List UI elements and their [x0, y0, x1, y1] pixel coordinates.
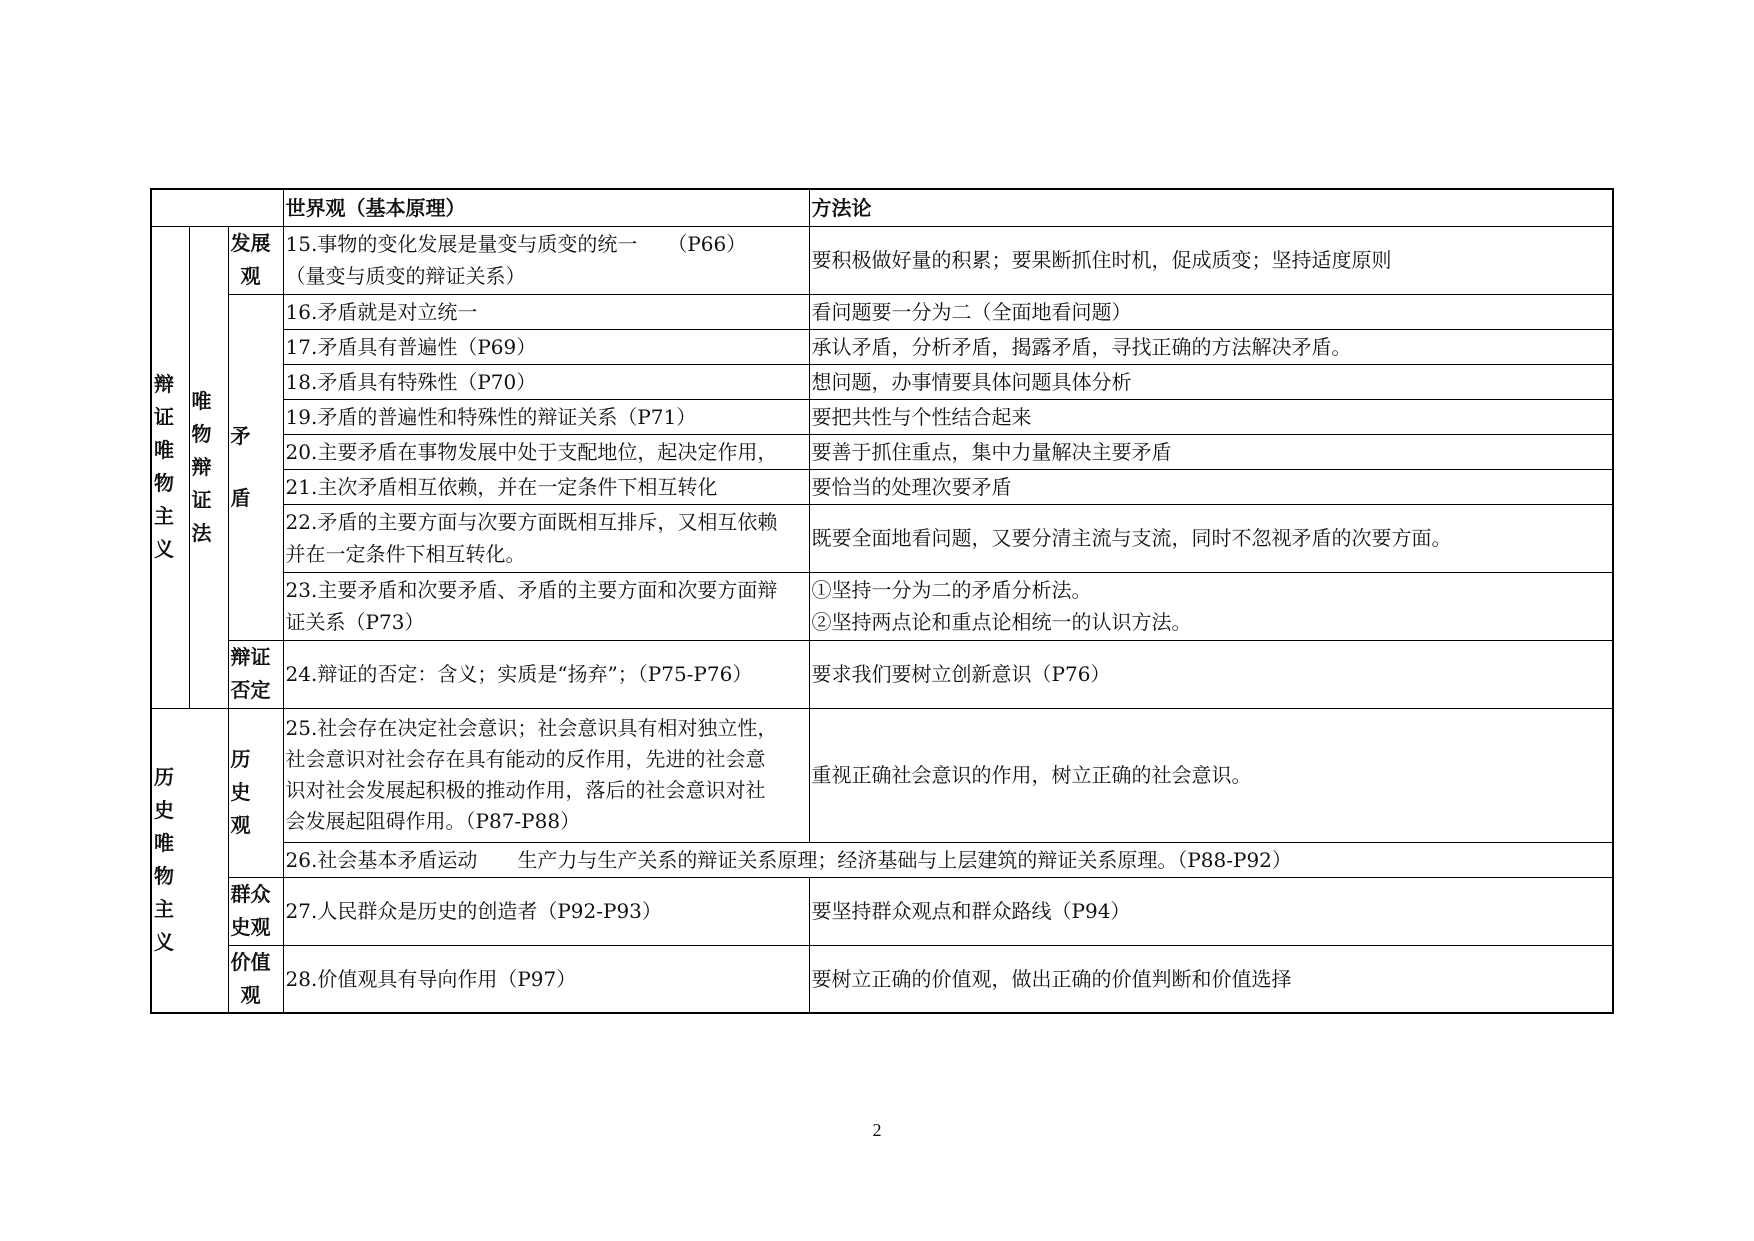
method-25: 重视正确社会意识的作用，树立正确的社会意识。 [809, 708, 1613, 842]
principle-24: 24.辩证的否定：含义；实质是“扬弃”；（P75-P76） [283, 640, 809, 708]
category-historical-view: 历史观 [228, 708, 283, 877]
category-mass-view: 群众史观 [228, 877, 283, 945]
category-value-view: 价值观 [228, 945, 283, 1013]
principle-17: 17.矛盾具有普遍性（P69） [283, 329, 809, 364]
method-16: 看问题要一分为二（全面地看问题） [809, 294, 1613, 329]
principle-16: 16.矛盾就是对立统一 [283, 294, 809, 329]
principle-18: 18.矛盾具有特殊性（P70） [283, 364, 809, 399]
method-24: 要求我们要树立创新意识（P76） [809, 640, 1613, 708]
category-development-view: 发展观 [228, 226, 283, 294]
principle-15: 15.事物的变化发展是量变与质变的统一 （P66） （量变与质变的辩证关系） [283, 226, 809, 294]
philosophy-table [150, 188, 1614, 1014]
header-worldview: 世界观（基本原理） [283, 189, 809, 226]
method-15: 要积极做好量的积累；要果断抓住时机，促成质变；坚持适度原则 [809, 226, 1613, 294]
category-contradiction: 矛盾 [228, 294, 283, 640]
sublabel-materialist-dialectics: 唯物辩证法 [189, 226, 228, 708]
method-22: 既要全面地看问题，又要分清主流与支流，同时不忽视矛盾的次要方面。 [809, 504, 1613, 572]
method-17: 承认矛盾，分析矛盾，揭露矛盾，寻找正确的方法解决矛盾。 [809, 329, 1613, 364]
method-28: 要树立正确的价值观，做出正确的价值判断和价值选择 [809, 945, 1613, 1013]
principle-19: 19.矛盾的普遍性和特殊性的辩证关系（P71） [283, 399, 809, 434]
header-corner [151, 189, 283, 226]
group-label-historical-materialism: 历史唯物主义 [151, 708, 228, 1013]
principle-21: 21.主次矛盾相互依赖，并在一定条件下相互转化 [283, 469, 809, 504]
principle-23: 23.主要矛盾和次要矛盾、矛盾的主要方面和次要方面辩 证关系（P73） [283, 572, 809, 640]
principle-25: 25.社会存在决定社会意识；社会意识具有相对独立性， 社会意识对社会存在具有能动的反作用，先进的社会意 识对社会发展起积极的推动作用，落后的社会意识对社 会发展起阻碍作用。（P87-P88） [283, 708, 809, 842]
page-number: 2 [872, 1120, 882, 1140]
method-18: 想问题，办事情要具体问题具体分析 [809, 364, 1613, 399]
principle-22: 22.矛盾的主要方面与次要方面既相互排斥，又相互依赖 并在一定条件下相互转化。 [283, 504, 809, 572]
header-methodology: 方法论 [809, 189, 1613, 226]
group-label-dialectical-materialism: 辩证唯物主义 [151, 226, 189, 708]
method-21: 要恰当的处理次要矛盾 [809, 469, 1613, 504]
method-27: 要坚持群众观点和群众路线（P94） [809, 877, 1613, 945]
method-23: ①坚持一分为二的矛盾分析法。 ②坚持两点论和重点论相统一的认识方法。 [809, 572, 1613, 640]
principle-20: 20.主要矛盾在事物发展中处于支配地位，起决定作用， [283, 434, 809, 469]
principle-27: 27.人民群众是历史的创造者（P92-P93） [283, 877, 809, 945]
principle-26: 26.社会基本矛盾运动 生产力与生产关系的辩证关系原理；经济基础与上层建筑的辩证关系原理。（P88-P92） [283, 842, 1613, 877]
category-dialectical-negation: 辩证否定 [228, 640, 283, 708]
principle-28: 28.价值观具有导向作用（P97） [283, 945, 809, 1013]
method-19: 要把共性与个性结合起来 [809, 399, 1613, 434]
method-20: 要善于抓住重点，集中力量解决主要矛盾 [809, 434, 1613, 469]
